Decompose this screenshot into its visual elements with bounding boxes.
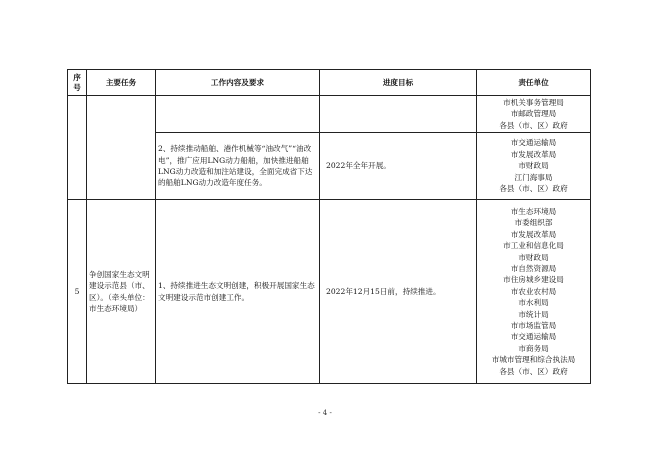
unit-item: 市自然资源局 [510,263,557,273]
unit-cell [477,133,591,200]
task-cell [87,96,156,200]
unit-item: 市商务局 [518,343,549,353]
unit-item: 市住房城乡建设局 [503,275,564,285]
unit-item: 各县（市、区）政府 [499,366,568,376]
content-cell: 2、持续推动船舶、港作机械等“油改气”“油改电”，推广应用LNG动力船舶，加快推进船舶LNG动力改造和加注站建设，全面完成省下达的船舶LNG动力改造年度任务。 [156,133,320,200]
unit-item: 市发展改革局 [510,149,557,159]
unit-item: 市邮政管理局 [510,109,557,119]
goal-cell: 2022年全年开展。 [320,133,477,200]
unit-item: 市统计局 [518,309,549,319]
header-unit: 责任单位 [477,70,591,96]
header-seq: 序 号 [68,70,87,96]
goal-cell [320,96,477,133]
unit-item: 市交通运输局 [510,138,557,148]
goal-cell: 2022年12月15日前，持续推进。 [320,200,477,384]
content-cell [156,96,320,133]
table-header-row [68,70,591,96]
table-row [68,200,591,384]
table-row [68,96,591,133]
header-content: 工作内容及要求 [156,70,320,96]
content-cell: 1、持续推进生态文明创建，积极开展国家生态文明建设示范市创建工作。 [156,200,320,384]
unit-item: 各县（市、区）政府 [499,184,568,194]
unit-item: 各县（市、区）政府 [499,120,568,130]
unit-item: 市委组织部 [514,218,553,228]
unit-item: 市发展改革局 [510,229,557,239]
seq-cell [68,96,87,200]
page-number: - 4 - [318,409,332,417]
unit-item: 市生态环境局 [510,206,557,216]
unit-item: 市工业和信息化局 [503,241,564,251]
unit-item: 市农业农村局 [510,286,557,296]
seq-cell: 5 [68,200,87,384]
task-cell: 争创国家生态文明建设示范县（市、区）。（牵头单位：市生态环境局） [87,200,156,384]
unit-item: 市财政局 [518,252,549,262]
unit-item: 市机关事务管理局 [503,97,564,107]
unit-cell [477,96,591,133]
unit-item: 市财政局 [518,161,549,171]
unit-cell [477,200,591,384]
unit-item: 市城市管理和综合执法局 [491,355,576,365]
task-table [67,69,591,384]
header-task: 主要任务 [87,70,156,96]
header-goal: 进度目标 [320,70,477,96]
unit-item: 市交通运输局 [510,332,557,342]
unit-item: 市水利局 [518,298,549,308]
unit-item: 市市场监管局 [510,321,557,331]
unit-item: 江门海事局 [514,172,553,182]
